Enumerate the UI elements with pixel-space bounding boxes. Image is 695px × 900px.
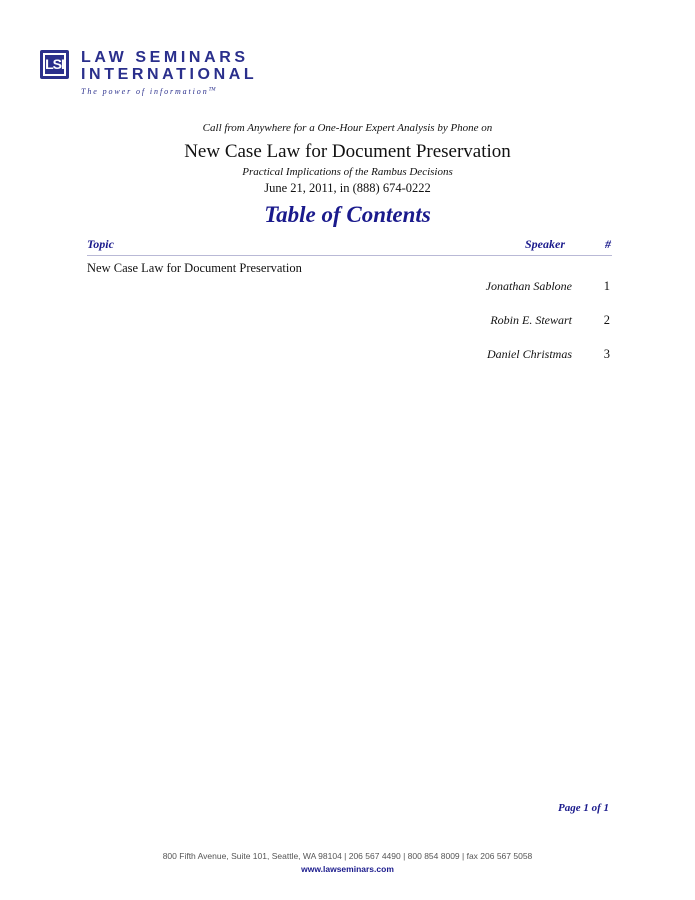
- header-divider: [87, 255, 612, 256]
- logo-mark-text: LSI: [43, 53, 66, 76]
- footer-website-link[interactable]: www.lawseminars.com: [301, 864, 394, 874]
- logo-tagline-text: The power of information: [81, 87, 209, 96]
- footer-address: 800 Fifth Avenue, Suite 101, Seattle, WA 98104 | 206 567 4490 | 800 854 8009 | fax 206 567 5058: [162, 851, 533, 861]
- speaker-name[interactable]: Robin E. Stewart: [490, 313, 572, 327]
- toc-heading: Table of Contents: [264, 202, 431, 227]
- column-header-topic: Topic: [87, 237, 114, 251]
- lsi-logo-icon: [40, 50, 69, 79]
- logo-name-line2: INTERNATIONAL: [81, 66, 258, 83]
- toc-entry[interactable]: [0, 347, 695, 363]
- page-indicator: Page 1 of 1: [557, 802, 609, 814]
- topic-title: New Case Law for Document Preservation: [87, 261, 302, 275]
- toc-entry[interactable]: [0, 279, 695, 295]
- speaker-name[interactable]: Daniel Christmas: [486, 347, 572, 361]
- toc-entry[interactable]: [0, 313, 695, 329]
- speaker-name[interactable]: Jonathan Sablone: [485, 279, 572, 293]
- trademark-mark: TM: [208, 87, 216, 93]
- logo-tagline: [81, 87, 216, 96]
- seminar-subtitle: Practical Implications of the Rambus Decisions: [242, 166, 453, 178]
- column-header-speaker: Speaker: [525, 237, 565, 251]
- logo-name-line1: LAW SEMINARS: [81, 49, 249, 66]
- seminar-date-phone: June 21, 2011, in (888) 674-0222: [264, 181, 431, 195]
- page-number[interactable]: 2: [603, 313, 610, 327]
- call-intro: Call from Anywhere for a One-Hour Expert Analysis by Phone on: [202, 122, 493, 134]
- page-number[interactable]: 1: [603, 279, 610, 293]
- column-header-number: #: [605, 237, 611, 251]
- seminar-title: New Case Law for Document Preservation: [184, 141, 511, 162]
- page-number[interactable]: 3: [603, 347, 610, 361]
